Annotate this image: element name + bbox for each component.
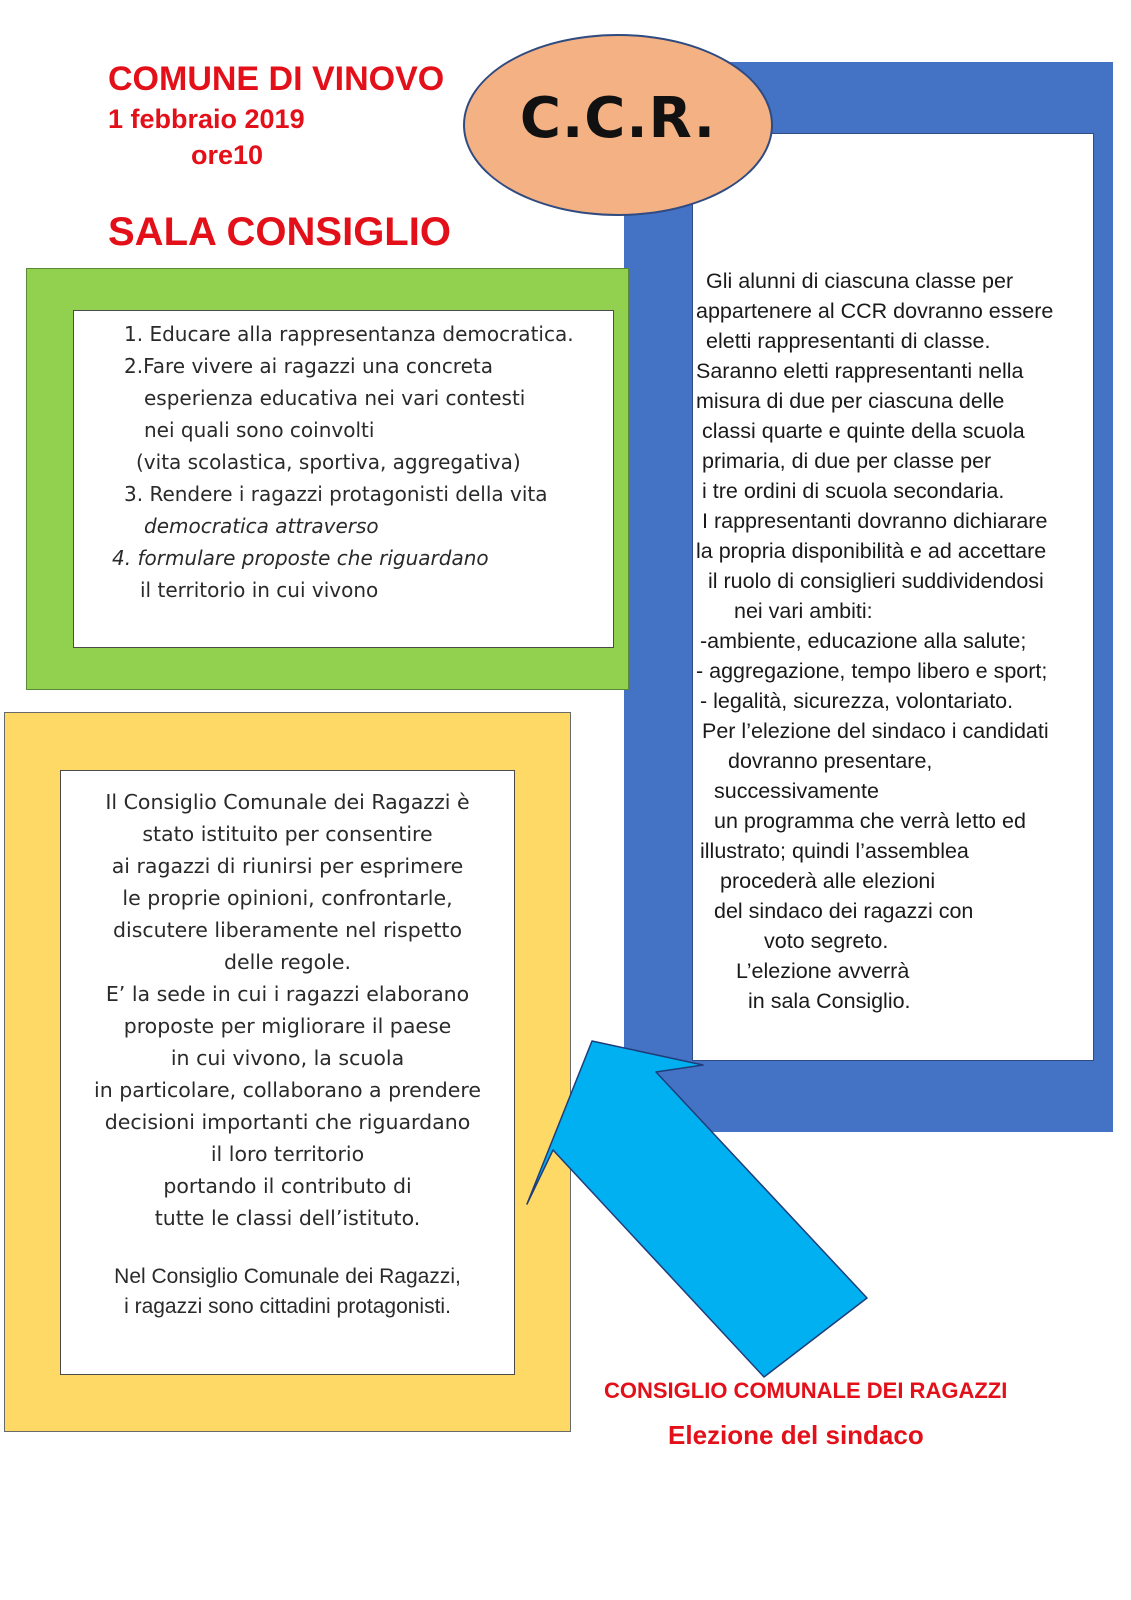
rules-line: voto segreto. [764,929,889,953]
goal-item: nei quali sono coinvolti [144,418,375,442]
rules-line: la propria disponibilità e ad accettare [696,539,1047,563]
rules-line: un programma che verrà letto ed [714,809,1026,833]
rules-line: classi quarte e quinte della scuola [702,419,1025,443]
rules-line: del sindaco dei ragazzi con [714,899,974,923]
venue-title: SALA CONSIGLIO [108,210,451,254]
goal-item: 1. Educare alla rappresentanza democratica. [124,322,574,346]
goal-item: 2.Fare vivere ai ragazzi una concreta [124,354,493,378]
goal-item: democratica attraverso [144,514,379,538]
ccr-badge-label: C.C.R. [519,85,717,151]
goal-item: (vita scolastica, sportiva, aggregativa) [136,450,521,474]
rules-line: il ruolo di consiglieri suddividendosi [708,569,1044,593]
goal-item: 4. formulare proposte che riguardano [112,546,489,570]
description-line: ai ragazzi di riunirsi per esprimere [111,854,464,878]
description-line: delle regole. [223,950,352,974]
rules-line: eletti rappresentanti di classe. [706,329,991,353]
rules-line: successivamente [714,779,879,803]
description-line: in particolare, collaborano a prendere [94,1078,481,1102]
description-line: proposte per migliorare il paese [123,1014,452,1038]
footer-title: CONSIGLIO COMUNALE DEI RAGAZZI [604,1378,1008,1403]
description-footer-line: i ragazzi sono cittadini protagonisti. [124,1295,451,1318]
description-line: decisioni importanti che riguardano [104,1110,471,1134]
event-date: 1 febbraio 2019 [108,104,305,134]
goal-item: esperienza educativa nei vari contesti [144,386,526,410]
rules-line: - legalità, sicurezza, volontariato. [700,689,1014,713]
rules-line: L’elezione avverrà [736,959,910,983]
rules-line: illustrato; quindi l’assemblea [700,839,969,863]
event-time: ore10 [191,140,264,170]
rules-line: - aggregazione, tempo libero e sport; [696,659,1048,683]
description-footer [62,1262,513,1322]
rules-line: Gli alunni di ciascuna classe per [706,269,1014,293]
description-line: le proprie opinioni, confrontarle, [122,886,453,910]
description-line: tutte le classi dell’istituto. [154,1206,421,1230]
footer-subtitle: Elezione del sindaco [668,1420,924,1450]
goal-item: 3. Rendere i ragazzi protagonisti della vita [124,482,548,506]
rules-line: -ambiente, educazione alla salute; [700,629,1027,653]
rules-line: dovranno presentare, [728,749,933,773]
description-line: E’ la sede in cui i ragazzi elaborano [105,982,470,1006]
goal-item: il territorio in cui vivono [140,578,379,602]
description-line: il loro territorio [210,1142,365,1166]
goals-list [80,318,610,606]
rules-line: Saranno eletti rappresentanti nella [696,359,1024,383]
description-line: stato istituito per consentire [142,822,433,846]
description-footer-line: Nel Consiglio Comunale dei Ragazzi, [114,1265,461,1288]
rules-line: I rappresentanti dovranno dichiarare [702,509,1048,533]
description-line: portando il contributo di [163,1174,412,1198]
rules-line: primaria, di due per classe per [702,449,992,473]
description-text [62,786,513,1234]
rules-line: nei vari ambiti: [734,599,873,623]
rules-line: procederà alle elezioni [720,869,936,893]
rules-line: misura di due per ciascuna delle [696,389,1005,413]
rules-line: i tre ordini di scuola secondaria. [702,479,1005,503]
rules-line: appartenere al CCR dovranno essere [696,299,1054,323]
comune-title: COMUNE DI VINOVO [108,60,445,98]
description-line: Il Consiglio Comunale dei Ragazzi è [105,790,470,814]
description-line: in cui vivono, la scuola [170,1046,405,1070]
election-rules-text [696,266,1092,1016]
ccr-badge [463,34,773,216]
description-line: discutere liberamente nel rispetto [112,918,463,942]
rules-line: in sala Consiglio. [748,989,911,1013]
rules-line: Per l’elezione del sindaco i candidati [702,719,1049,743]
